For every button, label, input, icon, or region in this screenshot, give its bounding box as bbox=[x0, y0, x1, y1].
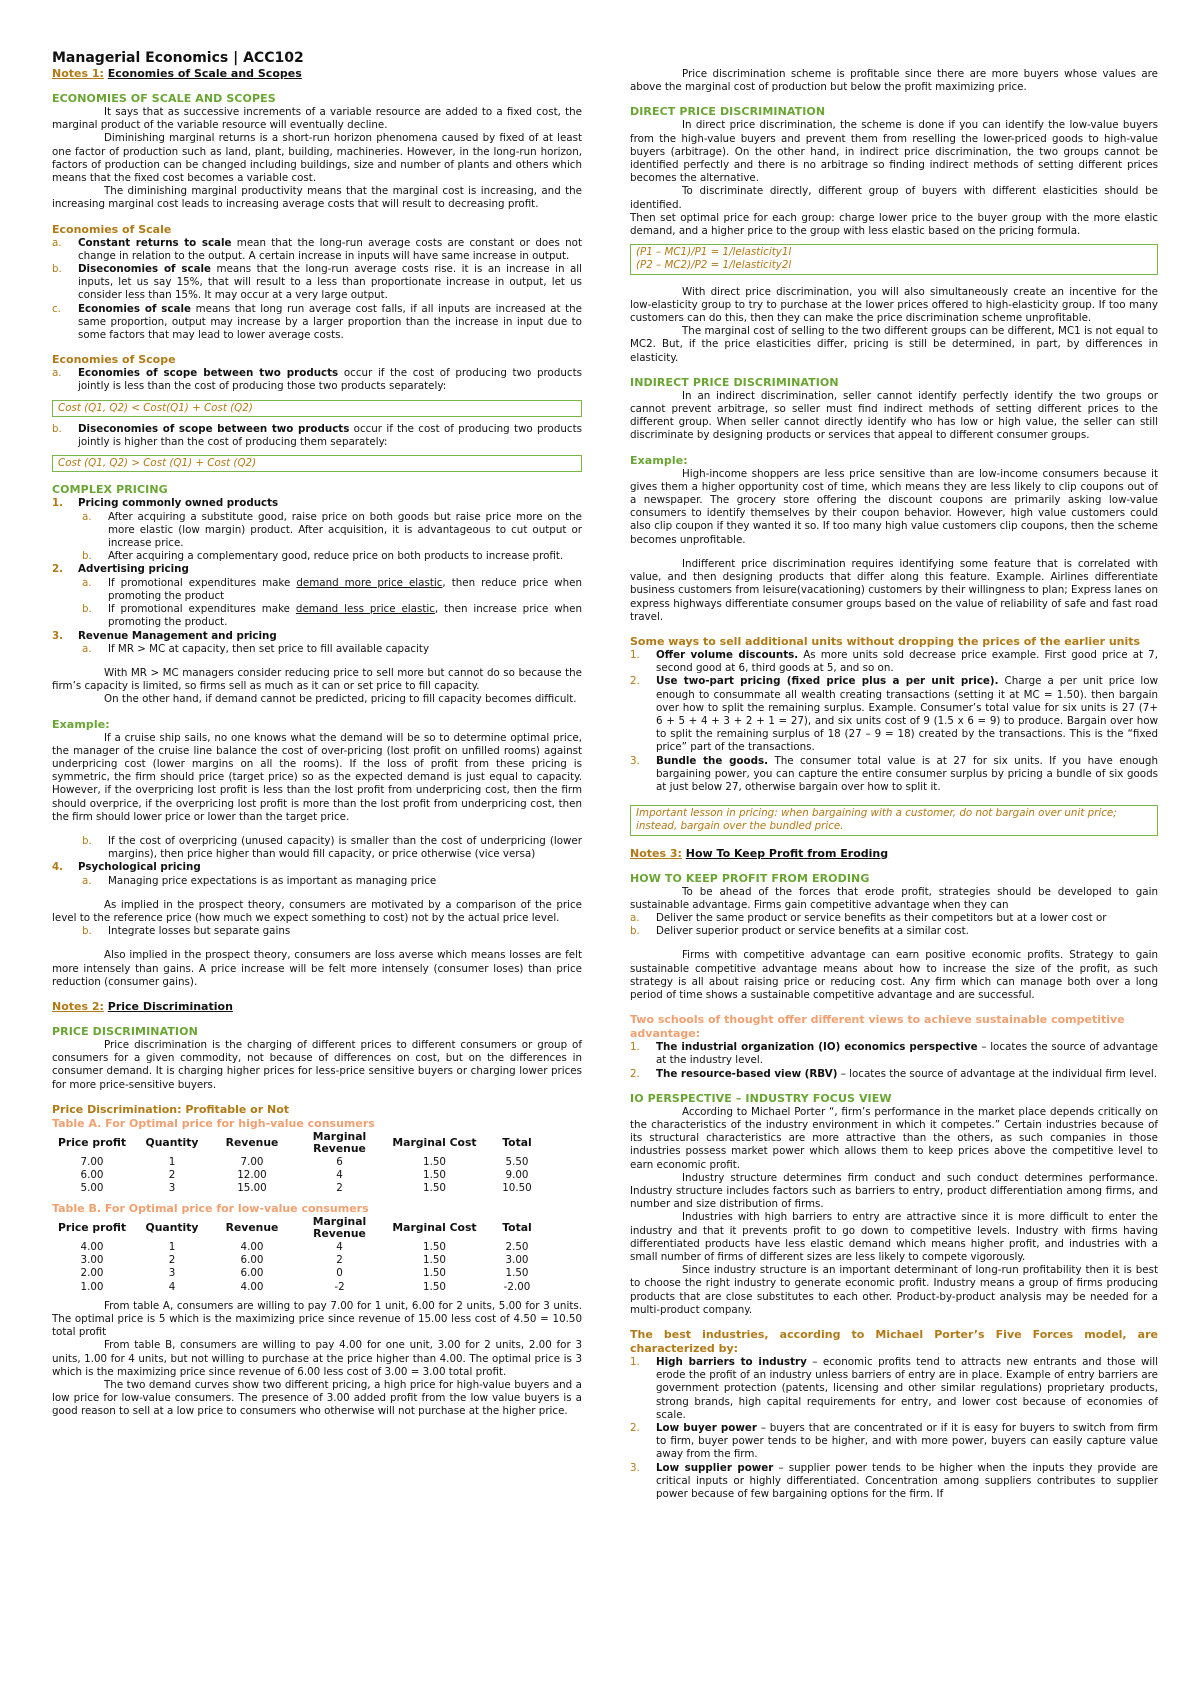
paragraph: To discriminate directly, different group of buyers with different elasticities should be identified. bbox=[630, 185, 1158, 211]
list-item bbox=[52, 563, 582, 576]
paragraph: Industries with high barriers to entry are attractive since it is more difficult to enter the industry and that it prevents profit to go down to competitive levels. Industry with firms having differentiated products have less elastic demand which means higher profit, and industries with a small number of firms of different sizes are less likely to compete vigorously. bbox=[630, 1211, 1158, 1264]
notes3-tag: Notes 3: bbox=[630, 846, 682, 860]
list-marker: c. bbox=[52, 302, 61, 315]
table-row bbox=[52, 1254, 552, 1267]
sub-list-item bbox=[52, 511, 582, 551]
list-marker: a. bbox=[82, 642, 92, 655]
list-heading: Revenue Management and pricing bbox=[78, 629, 277, 642]
paragraph: The diminishing marginal productivity means that the marginal cost is increasing, and the increasing marginal cost leads to increasing average costs that will result to decreasing profit. bbox=[52, 185, 582, 211]
list-marker: b. bbox=[82, 834, 92, 847]
list-marker: b. bbox=[52, 263, 62, 276]
table-cell: 5.00 bbox=[80, 1182, 104, 1195]
list-item bbox=[630, 1356, 1158, 1422]
term: Low supplier power bbox=[656, 1461, 774, 1474]
subsection-heading: Economies of Scale bbox=[52, 222, 172, 236]
table-cell: 3.00 bbox=[80, 1253, 104, 1266]
list-marker: a. bbox=[52, 236, 62, 249]
list-item bbox=[630, 675, 1158, 754]
paragraph: Industry structure determines firm conduct and such conduct determines performance. Industry structure includes factors such as barriers to entry, product differentiation among firms, and number and size distribution of firms. bbox=[630, 1171, 1158, 1211]
list-item bbox=[630, 1041, 1158, 1067]
table-cell: 2.00 bbox=[80, 1267, 104, 1280]
list-text: After acquiring a substitute good, raise price on both goods but raise price more on the more elastic (low margin) product. After acquisition, it is advantageous to cut output or increase price. bbox=[108, 510, 582, 550]
paragraph: Then set optimal price for each group: charge lower price to the buyer group with the more elastic demand, and a higher price to the group with less elastic based on the pricing formula. bbox=[630, 211, 1158, 238]
sub-list-item bbox=[52, 835, 582, 861]
list-heading: Advertising pricing bbox=[78, 563, 189, 576]
paragraph: According to Michael Porter “, firm’s performance in the market place depends critically on the characteristics of the industry environment in which it competes.” Certain industries because of its structural characteristics are more attractive than the others, as such companies in those industries possess market power which allows them to keep prices above the competitive level to earn economic profit. bbox=[630, 1105, 1158, 1171]
table-cell: -2.00 bbox=[503, 1280, 531, 1293]
formula-line: (P1 – MC1)/P1 = 1/lelasticity1l bbox=[636, 246, 792, 259]
list-heading: Pricing commonly owned products bbox=[78, 497, 279, 510]
list-item bbox=[630, 1422, 1158, 1462]
list-marker: b. bbox=[82, 925, 92, 938]
formula-box: Cost (Q1, Q2) > Cost (Q1) + Cost (Q2) bbox=[52, 455, 582, 472]
table-cell: 2 bbox=[168, 1169, 176, 1182]
underlined-text: demand more price elastic bbox=[296, 576, 443, 589]
sub-list-item bbox=[52, 577, 582, 603]
list-marker: 3. bbox=[630, 1461, 640, 1474]
table-row bbox=[52, 1156, 552, 1169]
paragraph: Since industry structure is an important determinant of long-run profitability then it is best to choose the right industry to generate economic profit. Industry means a group of firms producing products that are close substitutes to each other. Product-by-product analysis may be needed for a multi-product company. bbox=[630, 1264, 1158, 1316]
list-heading: Psychological pricing bbox=[78, 861, 201, 874]
paragraph: The two demand curves show two different pricing, a high price for high-value buyers and a low price for low-value consumers. The presence of 3.00 added profit from the low value buyers is a good reason to sell at a low price to consumers who otherwise will not purchase at the higher price. bbox=[52, 1379, 582, 1418]
table-cell: 1.00 bbox=[80, 1280, 104, 1293]
column-header: Marginal Cost bbox=[392, 1136, 477, 1150]
list-text: Deliver the same product or service benefits as their competitors but at a lower cost or bbox=[656, 911, 1107, 924]
table-cell: 4 bbox=[336, 1169, 343, 1182]
section-heading: PRICE DISCRIMINATION bbox=[52, 1024, 198, 1038]
paragraph: The marginal cost of selling to the two different groups can be different, MC1 is not equal to MC2. But, if the price elasticities differ, pricing is still be determined, in part, by differences in elasticity. bbox=[630, 325, 1158, 364]
table-cell: 4 bbox=[168, 1280, 176, 1293]
paragraph: If a cruise ship sails, no one knows what the demand will be so to determine optimal price, the manager of the cruise line balance the cost of over-pricing (lost profit on unfilled rooms) against underpricing cost (lower margins on all the rooms). If the loss of profit from these pricing is symmetric, the firm should price (target price) so as the expected demand is just equal to capacity. However, if the overpricing lost profit is less than the lost profit from underpricing cost, then the firm should overprice, if the overpricing lost profit is more than the lost profit from underpricing cost, then the firm should lower price or lower than the target price. bbox=[52, 731, 582, 823]
table-cell: 9.00 bbox=[505, 1169, 529, 1182]
paragraph: From table B, consumers are willing to pay 4.00 for one unit, 3.00 for 2 units, 2.00 for 3 units, 1.00 for 4 units, but not willing to purchase at the price higher than 4.00. The optimal price is 3 which is the maximizing price since revenue of 6.00 less cost of 3.00 = 3.00 total profit. bbox=[52, 1339, 582, 1378]
list-marker: 3. bbox=[52, 629, 64, 642]
table-cell: 4 bbox=[336, 1240, 343, 1253]
column-header: Price profit bbox=[57, 1220, 127, 1234]
term: Constant returns to scale bbox=[78, 236, 232, 249]
list-item bbox=[52, 861, 582, 874]
section-heading: DIRECT PRICE DISCRIMINATION bbox=[630, 105, 826, 119]
table-row bbox=[52, 1281, 552, 1294]
list-marker: 1. bbox=[630, 648, 640, 661]
notes2-tag: Notes 2: bbox=[52, 999, 104, 1013]
column-header: Marginal Revenue bbox=[312, 1129, 367, 1156]
term: The resource-based view (RBV) bbox=[656, 1067, 838, 1080]
notes3-heading bbox=[630, 847, 1158, 861]
definition: – locates the source of advantage at the individual firm level. bbox=[837, 1067, 1157, 1080]
definition: – locates the source of advantage at the industry level. bbox=[656, 1041, 1158, 1067]
paragraph: To be ahead of the forces that erode profit, strategies should be developed to gain sustainable advantage. Firms gain competitive advantage when they can bbox=[630, 885, 1158, 911]
subsection-heading: Two schools of thought offer different views to achieve sustainable competitive advantage: bbox=[630, 1013, 1125, 1041]
lesson-box: Important lesson in pricing: when bargaining with a customer, do not bargain over unit price; instead, bargain over the bundled price. bbox=[630, 805, 1158, 835]
list-marker: a. bbox=[82, 874, 92, 887]
list-marker: a. bbox=[82, 510, 92, 523]
definition: occur if the cost of producing two products jointly is less than the cost of producing those two products separately: bbox=[78, 367, 582, 393]
list-marker: b. bbox=[52, 422, 62, 435]
term: Offer volume discounts. bbox=[656, 648, 799, 661]
column-header: Total bbox=[502, 1220, 532, 1234]
table-cell: 1.50 bbox=[423, 1267, 446, 1280]
column-header: Revenue bbox=[225, 1136, 279, 1150]
column-header: Marginal Cost bbox=[392, 1220, 477, 1234]
notes1-title: Economies of Scale and Scopes bbox=[107, 67, 302, 80]
paragraph: Indifferent price discrimination requires identifying some feature that is correlated with value, and then designing products that differ along this feature. Example. Airlines differentiate business customers from leisure(vacationing) customers by their willingness to plan; Express lanes on express highways differentiate consumer groups based on the value of reliability of safe and fast road travel. bbox=[630, 557, 1158, 623]
table-cell: 2.50 bbox=[505, 1240, 529, 1253]
list-text: Integrate losses but separate gains bbox=[108, 925, 291, 938]
column-header: Revenue bbox=[225, 1220, 279, 1234]
list-item bbox=[630, 925, 1158, 938]
formula-box: Cost (Q1, Q2) < Cost(Q1) + Cost (Q2) bbox=[52, 400, 582, 417]
paragraph: In direct price discrimination, the scheme is done if you can identify the low-value buyers from the high-value buyers and prevent them from reselling the lower-priced goods to high-value buyers (arbitrage). On the other hand, in indirect price discrimination, the two groups cannot be identified perfectly and there is no arbitrage so finding indirect methods of setting different prices becomes the alternative. bbox=[630, 119, 1158, 185]
column-header: Marginal Revenue bbox=[312, 1214, 367, 1241]
table-cell: 10.50 bbox=[502, 1182, 532, 1195]
document-title: Managerial Economics | ACC102 bbox=[52, 50, 304, 66]
section-heading: HOW TO KEEP PROFIT FROM ERODING bbox=[630, 871, 870, 885]
list-text: Managing price expectations is as important as managing price bbox=[108, 874, 437, 887]
list-marker: b. bbox=[630, 925, 640, 938]
paragraph: From table A, consumers are willing to pay 7.00 for 1 unit, 6.00 for 2 units, 5.00 for 3 units. The optimal price is 5 which is the maximizing price since revenue of 15.00 less cost of 4.50 = 10.50 total profit bbox=[52, 1299, 582, 1339]
list-marker: a. bbox=[630, 911, 640, 924]
list-item bbox=[630, 649, 1158, 675]
paragraph: With MR > MC managers consider reducing price to sell more but cannot do so because the firm’s capacity is limited, so firms sell as much as it can or set price to fill capacity. bbox=[52, 666, 582, 693]
definition: – buyers that are concentrated or if it is easy for buyers to switch from firm to firm, buyer power tends to be higher, and with more power, buyers can easily capture value away from the firm. bbox=[656, 1422, 1159, 1461]
list-marker: b. bbox=[82, 550, 92, 563]
formula-line: (P2 – MC2)/P2 = 1/lelasticity2l bbox=[636, 259, 792, 272]
table-cell: 1 bbox=[168, 1240, 176, 1253]
paragraph: On the other hand, if demand cannot be predicted, pricing to fill capacity becomes difficult. bbox=[104, 693, 577, 706]
table-a-title: Table A. For Optimal price for high-value consumers bbox=[52, 1116, 375, 1130]
list-marker: 3. bbox=[630, 754, 640, 767]
list-text: If the cost of overpricing (unused capacity) is smaller than the cost of underpricing (lower margins), then price higher than would fill capacity, or price otherwise (vice versa) bbox=[108, 834, 582, 861]
paragraph: With direct price discrimination, you will also simultaneously create an incentive for the low-elasticity group to try to purchase at the lower prices offered to high-elasticity group. If too many customers can do this, then they can make the price discrimination scheme unprofitable. bbox=[630, 285, 1158, 325]
left-column bbox=[52, 50, 582, 1419]
list-text: If promotional expenditures make bbox=[108, 603, 296, 616]
section-heading: ECONOMIES OF SCALE AND SCOPES bbox=[52, 92, 276, 105]
table-b-title: Table B. For Optimal price for low-value consumers bbox=[52, 1201, 369, 1215]
paragraph: In an indirect discrimination, seller cannot identify perfectly identify the two groups or cannot prevent arbitrage, so seller must find indirect methods of setting different prices to the different group. When seller cannot directly identify who has low or high value, the seller can still discriminate by designing products or services that appeal to different consumer groups. bbox=[630, 389, 1158, 442]
table-row bbox=[52, 1169, 552, 1182]
table-a bbox=[52, 1131, 552, 1196]
term: High barriers to industry bbox=[656, 1356, 807, 1369]
paragraph: Firms with competitive advantage can earn positive economic profits. Strategy to gain sustainable competitive advantage means about how to increase the size of the profit, as such strategy is all about raising price or reducing cost. Any firm which can manage both over a long period of time shows a sustainable competitive advantage and are successful. bbox=[630, 949, 1158, 1001]
table-cell: 6.00 bbox=[80, 1169, 104, 1182]
table-cell: 5.50 bbox=[505, 1155, 529, 1168]
table-b-body bbox=[52, 1241, 552, 1294]
sub-list-item bbox=[52, 925, 582, 938]
list-marker: 2. bbox=[52, 563, 64, 576]
list-item bbox=[630, 912, 1158, 925]
section-heading: INDIRECT PRICE DISCRIMINATION bbox=[630, 375, 839, 389]
notes3-title: How To Keep Profit from Eroding bbox=[685, 846, 889, 860]
table-cell: 4.00 bbox=[80, 1240, 104, 1253]
list-item bbox=[52, 497, 582, 510]
table-cell: 1 bbox=[168, 1155, 176, 1168]
table-cell: 12.00 bbox=[237, 1169, 267, 1182]
table-cell: 3.00 bbox=[505, 1253, 529, 1266]
definition: As more units sold decrease price example. First good price at 7, second good at 6, third goods at 5, and so on. bbox=[656, 648, 1159, 675]
table-cell: 1.50 bbox=[423, 1155, 446, 1168]
notes1-heading bbox=[52, 67, 582, 81]
list-item bbox=[630, 755, 1158, 795]
definition: – economic profits tend to attracts new entrants and those will erode the profit of an industry unless barriers of entry are in place. Example of entry barriers are government protection (patents, licensing and other similar regulations) proprietary products, strong brands, high capital requirements for entry, and lower cost because of economies of scale. bbox=[656, 1356, 1158, 1421]
column-header: Price profit bbox=[57, 1136, 127, 1150]
table-header-row bbox=[52, 1216, 552, 1241]
list-text: , then increase price when promoting the product. bbox=[108, 603, 583, 629]
table-cell: 6.00 bbox=[240, 1253, 264, 1266]
paragraph: High-income shoppers are less price sensitive than are low-income consumers because it gives them a higher opportunity cost of time, which means they are less likely to clip coupons out of a newspaper. The grocery store offering the discount coupons are primarily asking low-value consumers to identify themselves by their coupon behavior. However, high value customers could also clip coupon if they wanted it so. If too many high value customers clip coupons, then the scheme becomes unprofitable. bbox=[630, 467, 1158, 546]
example-heading: Example: bbox=[52, 717, 110, 731]
table-a-body bbox=[52, 1156, 552, 1196]
sub-list-item bbox=[52, 603, 582, 629]
example-heading: Example: bbox=[630, 453, 688, 467]
list-item bbox=[630, 1068, 1158, 1081]
table-cell: 1.50 bbox=[423, 1169, 446, 1182]
column-header: Quantity bbox=[145, 1136, 199, 1150]
column-header: Quantity bbox=[145, 1220, 199, 1234]
list-item bbox=[52, 237, 582, 263]
table-cell: 2 bbox=[336, 1182, 343, 1195]
table-b bbox=[52, 1216, 552, 1294]
definition: occur if the cost of producing two products jointly is higher than the cost of producing them separately: bbox=[78, 422, 582, 449]
list-text: , then reduce price when promoting the product bbox=[108, 576, 582, 602]
notes1-tag: Notes 1: bbox=[52, 67, 104, 80]
definition: means that the long-run average costs rise. it is an increase in all inputs, let us say 15%, that will result to a less than proportionate increase in output, let us consider less than 15%. It may occur at a very large output. bbox=[78, 263, 583, 302]
definition: mean that the long-run average costs are constant or does not change in relation to the output. A certain increase in inputs will have same increase in output. bbox=[78, 236, 582, 262]
definition: Charge a per unit price low enough to consummate all wealth creating transactions (setting it at MC = 1.50). then bargain over how to split the remaining surplus. Example. Consumer’s total value for six units is 27 (7+ 6 + 5 + 4 + 3 + 2 + 1 = 27), and six units cost of 9 (1.5 x 6 = 9) to produce. Bargain over how to split the remaining surplus of 18 (27 – 9 = 18) created by the transactions. This is the “fixed price” part of the transactions. bbox=[656, 675, 1158, 754]
list-item bbox=[52, 263, 582, 303]
table-cell: 0 bbox=[336, 1267, 343, 1280]
table-cell: 2 bbox=[168, 1253, 176, 1266]
paragraph: As implied in the prospect theory, consumers are motivated by a comparison of the price level to the reference price (how much we expect something to cost) not by the actual price level. bbox=[52, 898, 582, 924]
list-item bbox=[52, 303, 582, 343]
formula-box bbox=[630, 244, 1158, 274]
list-marker: 2. bbox=[630, 1422, 640, 1435]
list-marker: a. bbox=[82, 576, 92, 589]
list-text: If promotional expenditures make bbox=[108, 576, 297, 589]
list-item bbox=[52, 423, 582, 449]
table-cell: 15.00 bbox=[237, 1182, 267, 1195]
table-cell: 1.50 bbox=[423, 1280, 446, 1293]
section-heading: IO PERSPECTIVE – INDUSTRY FOCUS VIEW bbox=[630, 1091, 892, 1105]
notes2-heading bbox=[52, 1000, 582, 1014]
table-cell: 1.50 bbox=[423, 1182, 446, 1195]
table-cell: 1.50 bbox=[423, 1240, 446, 1253]
sub-list-item bbox=[52, 550, 582, 563]
subsection-heading: Economies of Scope bbox=[52, 353, 176, 367]
list-marker: 4. bbox=[52, 861, 64, 874]
term: Use two-part pricing (fixed price plus a per unit price). bbox=[656, 675, 999, 688]
list-marker: 2. bbox=[630, 1067, 640, 1080]
term: Economies of scale bbox=[78, 302, 192, 315]
table-cell: 1.50 bbox=[423, 1253, 446, 1266]
table-row bbox=[52, 1182, 552, 1195]
table-cell: 7.00 bbox=[240, 1155, 264, 1168]
term: Low buyer power bbox=[656, 1422, 757, 1435]
term: The industrial organization (IO) economics perspective bbox=[656, 1041, 978, 1054]
list-item bbox=[52, 630, 582, 643]
list-marker: 1. bbox=[630, 1041, 640, 1054]
term: Diseconomies of scale bbox=[78, 263, 212, 276]
table-cell: 4.00 bbox=[240, 1280, 264, 1293]
term: Economies of scope between two products bbox=[78, 367, 339, 380]
paragraph: Price discrimination scheme is profitable since there are more buyers whose values are above the marginal cost of production but below the profit maximizing price. bbox=[630, 68, 1158, 94]
subsection-heading: The best industries, according to Michael Porter’s Five Forces model, are characterized by: bbox=[630, 1328, 1158, 1356]
table-cell: 2 bbox=[336, 1253, 343, 1266]
table-cell: 4.00 bbox=[240, 1240, 264, 1253]
term: Diseconomies of scope between two products bbox=[78, 422, 350, 435]
paragraph: Also implied in the prospect theory, consumers are loss averse which means losses are felt more intensely than gains. A price increase will be felt more intensely (consumer loses) than price reduction (consumer gains). bbox=[52, 949, 582, 988]
table-cell: 7.00 bbox=[80, 1155, 104, 1168]
term: Bundle the goods. bbox=[656, 754, 769, 767]
list-text: If MR > MC at capacity, then set price to fill available capacity bbox=[108, 642, 430, 655]
paragraph: Diminishing marginal returns is a short-run horizon phenomena caused by fixed of at least one factor of production such as land, plant, building, machineries. However, in the long-run horizon, factors of production can be changed including buildings, size and number of plants and others which means that the fixed cost becomes a variable cost. bbox=[52, 132, 582, 185]
definition: The consumer total value is at 27 for six units. If you have enough bargaining power, you can capture the entire consumer surplus by pricing a bundle of six goods at just below 27, otherwise bargain over how to split it. bbox=[656, 754, 1158, 793]
list-marker: a. bbox=[52, 367, 62, 380]
right-column bbox=[630, 68, 1158, 1501]
paragraph: It says that as successive increments of a variable resource are added to a fixed cost, the marginal product of the variable resource will eventually decline. bbox=[52, 106, 582, 132]
table-row bbox=[52, 1241, 552, 1254]
paragraph: Price discrimination is the charging of different prices to different consumers or group of consumers for a given commodity, not because of differences on cost, but on the differences in consumer demand. It is charging higher prices for less-price sensitive buyers or charging lower prices for more price-sensitive buyers. bbox=[52, 1038, 582, 1091]
list-item bbox=[630, 1462, 1158, 1502]
sub-list-item bbox=[52, 643, 582, 656]
list-text: After acquiring a complementary good, reduce price on both products to increase profit. bbox=[108, 550, 564, 563]
table-cell: 1.50 bbox=[505, 1267, 529, 1280]
table-cell: 3 bbox=[168, 1182, 176, 1195]
list-marker: 1. bbox=[630, 1356, 640, 1369]
table-cell: 6 bbox=[336, 1155, 343, 1168]
list-marker: b. bbox=[82, 603, 92, 616]
list-text: Deliver superior product or service benefits at a similar cost. bbox=[656, 925, 969, 938]
table-header-row bbox=[52, 1131, 552, 1156]
definition: – supplier power tends to be higher when the inputs they provide are critical inputs or highly differentiated. Concentration among suppliers contributes to supplier power because of few bargaining options for the firm. If bbox=[656, 1461, 1158, 1501]
table-row bbox=[52, 1267, 552, 1280]
subsection-heading: Some ways to sell additional units without dropping the prices of the earlier units bbox=[630, 634, 1141, 648]
sub-list-item bbox=[52, 875, 582, 888]
list-item bbox=[52, 367, 582, 393]
table-cell: 6.00 bbox=[240, 1267, 264, 1280]
list-marker: 1. bbox=[52, 497, 64, 510]
definition: means that long run average cost falls, if all inputs are increased at the same proportion, output may increase by a larger proportion than the increase in input due to some factors that may lead to lower average costs. bbox=[78, 302, 583, 342]
list-marker: 2. bbox=[630, 675, 640, 688]
subsection-heading: Price Discrimination: Profitable or Not bbox=[52, 1102, 290, 1116]
table-cell: -2 bbox=[334, 1280, 345, 1293]
table-cell: 3 bbox=[168, 1267, 176, 1280]
column-header: Total bbox=[502, 1136, 532, 1150]
notes2-title: Price Discrimination bbox=[107, 999, 233, 1013]
section-heading: COMPLEX PRICING bbox=[52, 483, 168, 497]
underlined-text: demand less price elastic bbox=[295, 603, 435, 616]
